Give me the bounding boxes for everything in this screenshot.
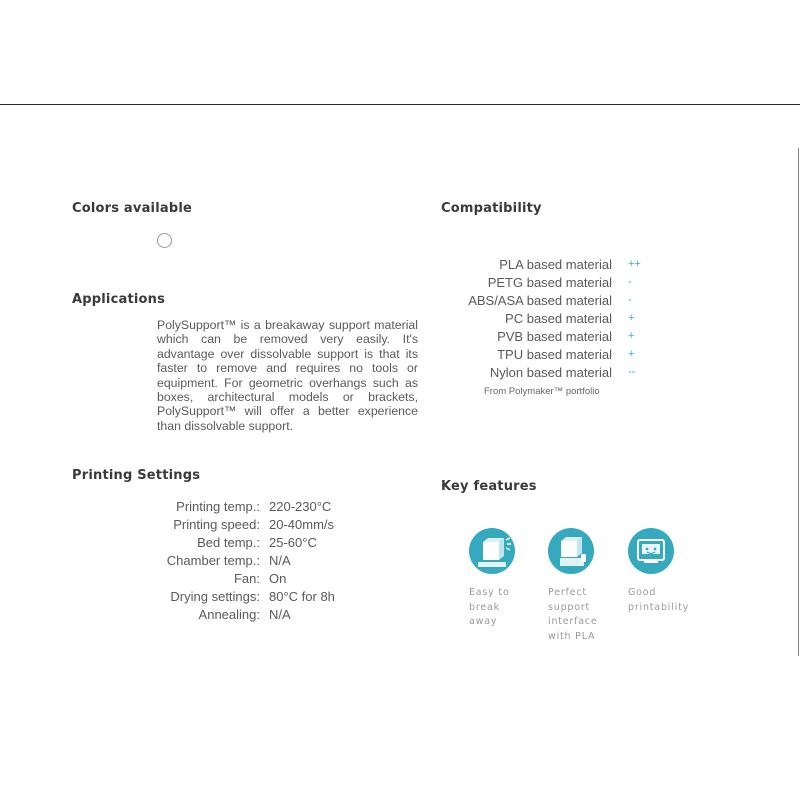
setting-row: [100, 605, 400, 623]
applications-heading: Applications: [72, 292, 166, 307]
setting-label: Printing temp.:: [176, 498, 260, 514]
compatibility-material: PC based material: [505, 310, 612, 326]
setting-value: 220-230°C: [269, 498, 332, 514]
setting-value: On: [269, 570, 287, 586]
setting-label: Fan:: [233, 570, 260, 586]
compatibility-rating: ++: [628, 258, 641, 270]
printing-settings-table: [100, 497, 400, 623]
feature-easy-break: [469, 528, 539, 630]
feature-label: Good printability: [628, 587, 690, 613]
compatibility-rating: -: [628, 294, 632, 306]
compatibility-row: [420, 309, 660, 327]
applications-text: PolySupport™ is a breakaway support material which can be removed very easily. It's advantage over dissolvable support is that its faster to remove and requires no tools or equipment. For geometric overhangs such as boxes, architectural models or brackets, PolySupport™ will offer a better experience than dissolvable support.: [157, 318, 418, 433]
setting-row: [100, 533, 400, 551]
compatibility-row: [420, 327, 660, 345]
compatibility-rating: -: [628, 276, 632, 288]
compatibility-material: ABS/ASA based material: [468, 292, 612, 308]
setting-row: [100, 569, 400, 587]
compatibility-row: [420, 363, 660, 381]
compatibility-material: TPU based material: [497, 346, 612, 362]
setting-value: 80°C for 8h: [269, 588, 335, 604]
compatibility-heading: Compatibility: [441, 201, 542, 216]
color-swatch-natural[interactable]: [157, 233, 172, 248]
setting-row: [100, 551, 400, 569]
colors-heading: Colors available: [72, 201, 193, 216]
setting-value: N/A: [269, 552, 291, 568]
compatibility-material: Nylon based material: [489, 364, 612, 380]
compatibility-row: [420, 255, 660, 273]
compatibility-rating: +: [628, 330, 635, 342]
compatibility-row: [420, 345, 660, 363]
compatibility-row: [420, 273, 660, 291]
setting-label: Annealing:: [198, 606, 260, 622]
setting-row: [100, 515, 400, 533]
feature-good-printability: [628, 528, 698, 615]
printing-settings-heading: Printing Settings: [72, 468, 201, 483]
setting-row: [100, 587, 400, 605]
key-features-heading: Key features: [441, 479, 537, 494]
compatibility-material: PVB based material: [497, 328, 612, 344]
support-interface-icon: [548, 528, 594, 574]
compatibility-material: PLA based material: [499, 256, 612, 272]
setting-label: Drying settings:: [170, 588, 260, 604]
compatibility-row: [420, 291, 660, 309]
compatibility-material: PETG based material: [487, 274, 612, 290]
compatibility-rating: --: [628, 366, 636, 378]
setting-label: Printing speed:: [173, 516, 260, 532]
setting-row: [100, 497, 400, 515]
box-break-icon: [469, 528, 515, 574]
setting-label: Chamber temp.:: [166, 552, 260, 568]
printer-screen-icon: [628, 528, 674, 574]
compatibility-rating: +: [628, 348, 635, 360]
setting-value: N/A: [269, 606, 291, 622]
feature-label: Easy to break away: [469, 587, 510, 627]
setting-value: 25-60°C: [269, 534, 317, 550]
setting-value: 20-40mm/s: [269, 516, 335, 532]
setting-label: Bed temp.:: [197, 534, 260, 550]
top-divider: [0, 104, 800, 105]
right-divider: [798, 148, 799, 656]
compatibility-rating: +: [628, 312, 635, 324]
feature-support-interface: [548, 528, 618, 644]
compatibility-note: From Polymaker™ portfolio: [484, 386, 600, 397]
compatibility-table: [420, 255, 660, 381]
feature-label: Perfect support interface with PLA: [548, 587, 598, 642]
